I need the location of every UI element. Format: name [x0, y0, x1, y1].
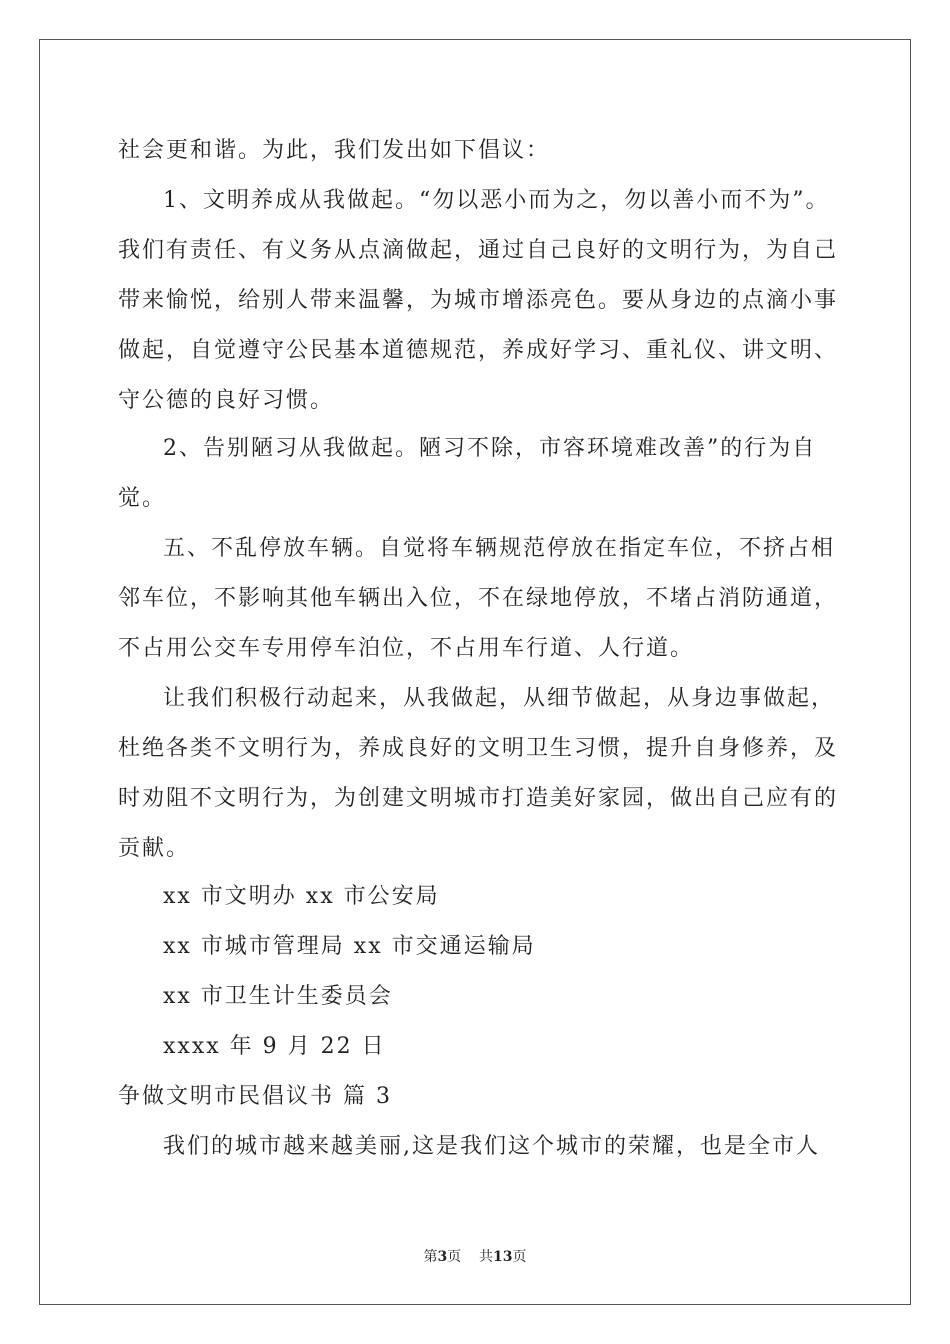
text-line: 不占用公交车专用停车泊位，不占用车行道、人行道。 [118, 636, 695, 661]
page-frame [39, 39, 911, 1305]
total-page-count: 13 [493, 1249, 513, 1265]
text-line: 社会更和谐。为此，我们发出如下倡议： [118, 138, 551, 163]
footer-suffix: 页 [512, 1249, 527, 1265]
text-line: 1、文明养成从我做起。“勿以恶小而为之，勿以善小而不为”。 [163, 188, 830, 213]
text-line: 让我们积极行动起来，从我做起，从细节做起，从身边事做起， [163, 686, 836, 711]
footer-mid: 页 共 [447, 1249, 494, 1265]
signature-line: xx 市城市管理局 xx 市交通运输局 [163, 934, 536, 959]
current-page-number: 3 [437, 1249, 448, 1265]
text-line: 贡献。 [118, 836, 191, 861]
signature-line: xx 市文明办 xx 市公安局 [163, 884, 440, 909]
text-line: 时劝阻不文明行为，为创建文明城市打造美好家园，做出自己应有的 [118, 786, 839, 811]
text-line: 觉。 [118, 486, 167, 511]
footer-prefix: 第 [423, 1249, 438, 1265]
text-line: 杜绝各类不文明行为，养成良好的文明卫生习惯，提升自身修养，及 [118, 736, 839, 761]
text-line: 邻车位，不影响其他车辆出入位，不在绿地停放，不堵占消防通道， [118, 586, 839, 611]
text-line: 我们有责任、有义务从点滴做起，通过自己良好的文明行为，为自己 [118, 238, 839, 263]
text-line: 我们的城市越来越美丽,这是我们这个城市的荣耀，也是全市人 [163, 1134, 820, 1159]
text-line: 带来愉悦，给别人带来温馨，为城市增添亮色。要从身边的点滴小事 [118, 288, 839, 313]
text-line: 守公德的良好习惯。 [118, 388, 335, 413]
date-line: xxxx 年 9 月 22 日 [163, 1034, 386, 1059]
signature-line: xx 市卫生计生委员会 [163, 984, 393, 1009]
text-line: 2、告别陋习从我做起。陋习不除，市容环境难改善”的行为自 [163, 436, 817, 461]
text-line: 做起，自觉遵守公民基本道德规范，养成好学习、重礼仪、讲文明、 [118, 338, 839, 363]
page-footer [0, 1248, 950, 1266]
text-line: 五、不乱停放车辆。自觉将车辆规范停放在指定车位，不挤占相 [163, 536, 836, 561]
section-heading: 争做文明市民倡议书 篇 3 [118, 1084, 392, 1109]
